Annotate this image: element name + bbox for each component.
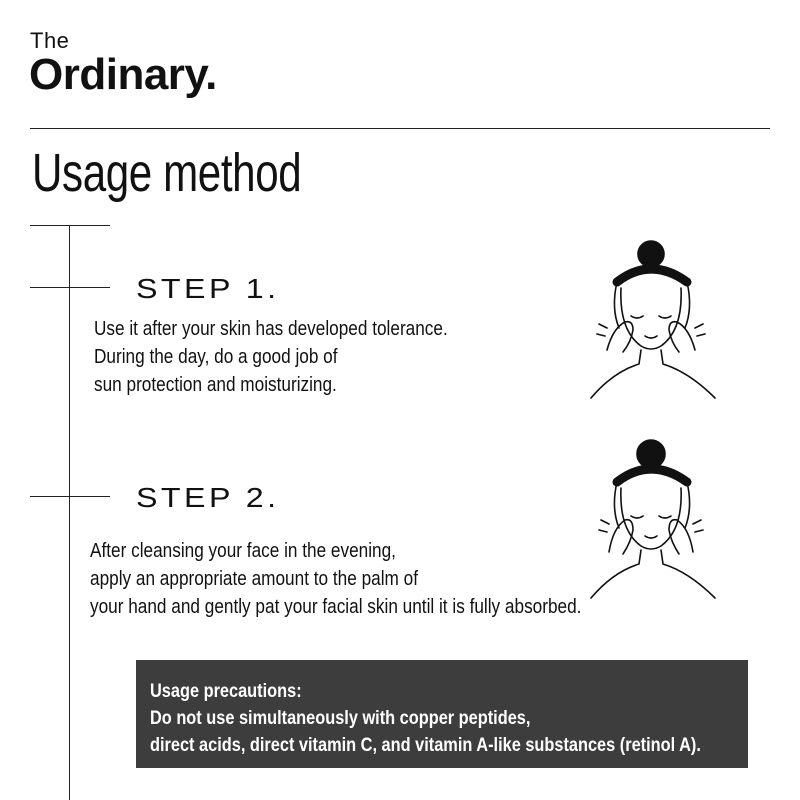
woman-patting-face-illustration (583, 436, 723, 600)
step-1-marker (30, 287, 110, 288)
precautions-text (150, 678, 701, 759)
step-2-line: your hand and gently pat your facial skin until it is fully absorbed. (90, 596, 582, 618)
step-2-line: After cleansing your face in the evening, (90, 540, 396, 562)
step-1-description (94, 315, 448, 399)
step-2-title: STEP 2. (136, 482, 280, 513)
woman-applying-product-illustration (583, 238, 723, 400)
precautions-line: Do not use simultaneously with copper peptides, (150, 708, 531, 729)
step-1-line: sun protection and moisturizing. (94, 374, 337, 396)
timeline-line (69, 225, 70, 800)
step-2-line: apply an appropriate amount to the palm of (90, 568, 418, 590)
title-underline (30, 225, 110, 226)
precautions-heading: Usage precautions: (150, 681, 302, 702)
step-1-line: Use it after your skin has developed tolerance. (94, 318, 448, 340)
step-1-title: STEP 1. (136, 273, 280, 304)
brand-logo: Ordinary. (29, 50, 217, 99)
step-1-line: During the day, do a good job of (94, 346, 338, 368)
precautions-line: direct acids, direct vitamin C, and vitamin A-like substances (retinol A). (150, 735, 701, 756)
step-2-description (90, 537, 581, 621)
step-2-marker (30, 496, 110, 497)
header-divider (30, 128, 770, 129)
precautions-panel (136, 660, 748, 768)
page-title: Usage method (32, 143, 302, 203)
brand-prefix: The (30, 28, 70, 53)
